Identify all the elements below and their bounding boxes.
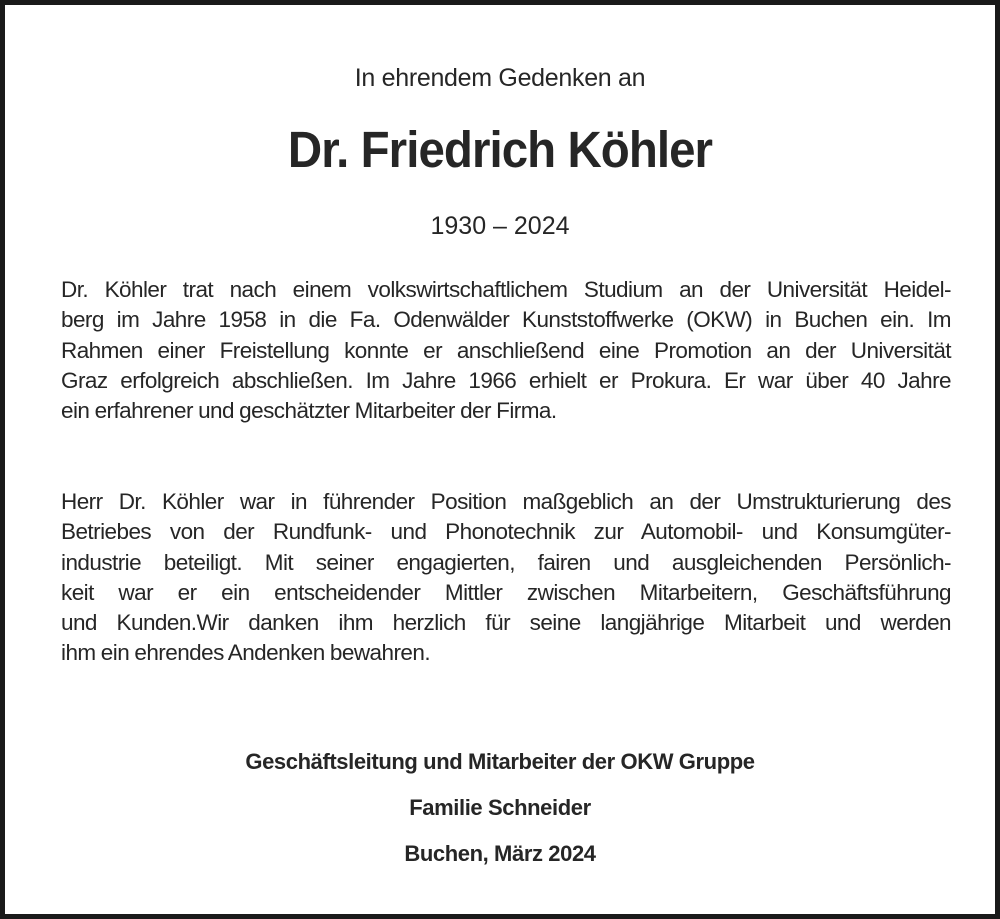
text-line: Herr Dr. Köhler war in führender Position maßgeblich an der Umstrukturierung des — [61, 489, 951, 514]
signoff-family: Familie Schneider — [409, 795, 591, 820]
text-line: Betriebes von der Rundfunk- und Phonotechnik zur Automobil- und Konsumgüter- — [61, 519, 951, 545]
text-line: berg im Jahre 1958 in die Fa. Odenwälder Kunststoffwerke (OKW) in Buchen ein. Im — [61, 307, 951, 333]
text-line: industrie beteiligt. Mit seiner engagierten, fairen und ausgleichenden Persönlich- — [61, 549, 951, 575]
text-line: ein erfahrener und geschätzter Mitarbeiter der Firma. — [61, 398, 557, 424]
paragraph-tribute — [61, 487, 951, 669]
text-line: und Kunden.Wir danken ihm herzlich für seine langjährige Mitarbeit und werden — [61, 610, 951, 636]
paragraph-career — [61, 275, 951, 426]
text-line: Graz erfolgreich abschließen. Im Jahre 1966 erhielt er Prokura. Er war über 40 Jahre — [61, 367, 951, 393]
intro-line: In ehrendem Gedenken an — [354, 64, 646, 92]
signoff-place-date: Buchen, März 2024 — [404, 841, 596, 866]
text-line: keit war er ein entscheidender Mittler zwischen Mitarbeitern, Geschäftsführung — [61, 579, 951, 605]
deceased-name: Dr. Friedrich Köhler — [287, 121, 713, 178]
life-years: 1930 – 2024 — [430, 212, 570, 240]
text-line: Rahmen einer Freistellung konnte er anschließend eine Promotion an der Universität — [61, 337, 951, 363]
text-line: Dr. Köhler trat nach einem volkswirtschaftlichem Studium an der Universität Heidel- — [61, 277, 951, 302]
text-line: ihm ein ehrendes Andenken bewahren. — [61, 640, 431, 666]
signoff-company: Geschäftsleitung und Mitarbeiter der OKW Gruppe — [245, 749, 755, 774]
